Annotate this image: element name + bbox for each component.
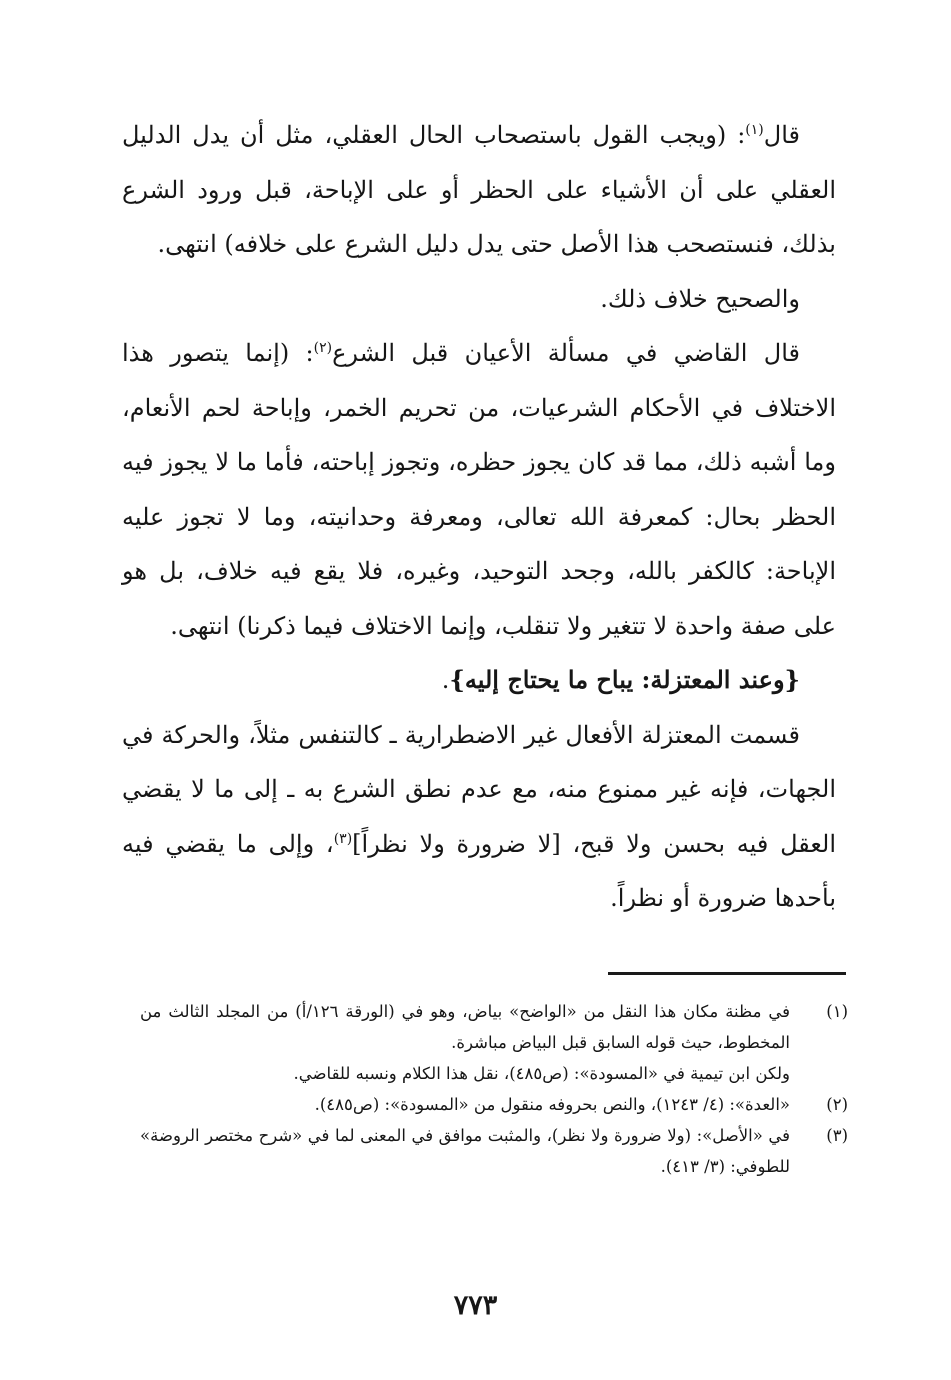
footnote-number: (٢)	[826, 1095, 848, 1114]
footnote-text: في مظنة مكان هذا النقل من «الواضح» بياض، وهو في (الورقة ١٢٦/أ) من المجلد الثالث من المخطوط، حيث قوله السابق قبل البياض مباشرة.	[140, 1002, 790, 1052]
paragraph-1-text: : (ويجب القول باستصحاب الحال العقلي، مثل أن يدل الدليل العقلي على أن الأشياء على الحظر أو على الإباحة، قبل ورود الشرع بذلك، فنستصحب هذا الأصل حتى يدل دليل الشرع على خلافه) انتهى.	[122, 121, 836, 258]
footnote-ref-1: (١)	[745, 122, 764, 138]
paragraph-2: والصحيح خلاف ذلك.	[600, 284, 800, 313]
paragraph-3	[122, 326, 836, 653]
footnote-1-continuation: ولكن ابن تيمية في «المسودة»: (ص٤٨٥)، نقل هذا الكلام ونسبه للقاضي.	[293, 1064, 790, 1083]
section-heading-bold: {وعند المعتزلة: يباح ما يحتاج إليه}	[449, 665, 800, 694]
page-number: ٧٧٣	[453, 1290, 498, 1321]
section-heading	[122, 653, 836, 708]
paragraph-5-text-b: ، وإلى ما يقضي فيه بأحدها ضرورة أو نظراً.	[122, 829, 836, 912]
footnote-number: (٣)	[826, 1126, 848, 1145]
footnote-number: (١)	[826, 1002, 848, 1021]
paragraph-5-text-a: قسمت المعتزلة الأفعال غير الاضطرارية ـ كالتنفس مثلاً، والحركة في الجهات، فإنه غير ممنوع منه، مع عدم نطق الشرع به ـ إلى ما لا يقضي العقل فيه بحسن ولا قبح، [لا ضرورة ولا نظراً]	[122, 720, 836, 858]
main-text	[122, 108, 836, 926]
footnotes	[140, 996, 848, 1182]
footnote-divider	[608, 972, 846, 975]
paragraph-1	[122, 108, 836, 272]
footnote-text: في «الأصل»: (ولا ضرورة ولا نظر)، والمثبت موافق في المعنى لما في «شرح مختصر الروضة» للطوفي: (٣/ ٤١٣).	[140, 1126, 790, 1176]
footnote-1	[140, 996, 848, 1058]
footnote-text: «العدة»: (٤/ ١٢٤٣)، والنص بحروفه منقول من «المسودة»: (ص٤٨٥).	[314, 1095, 790, 1114]
footnote-ref-2: (٢)	[313, 340, 333, 356]
footnote-ref-3: (٣)	[333, 830, 353, 847]
paragraph-3-lead: قال القاضي في مسألة الأعيان قبل الشرع	[332, 339, 801, 367]
footnote-3	[140, 1120, 848, 1182]
paragraph-3-text: : (إنما يتصور هذا الاختلاف في الأحكام الشرعيات، من تحريم الخمر، وإباحة لحم الأنعام، وما أشبه ذلك، مما قد كان يجوز حظره، وتجوز إباحته، فأما ما لا يجوز فيه الحظر بحال: كمعرفة الله تعالى، ومعرفة وحدانيته، وما لا تجوز عليه الإباحة: كالكفر بالله، وجحد التوحيد، وغيره، فلا يقع فيه خلاف، بل هو على صفة واحدة لا تتغير ولا تنقلب، وإنما الاختلاف فيما ذكرنا) انتهى.	[122, 339, 837, 640]
paragraph-5	[122, 708, 836, 926]
section-heading-tail: .	[441, 666, 450, 694]
paragraph-1-lead: قال	[763, 121, 800, 149]
footnote-2	[140, 1089, 848, 1120]
